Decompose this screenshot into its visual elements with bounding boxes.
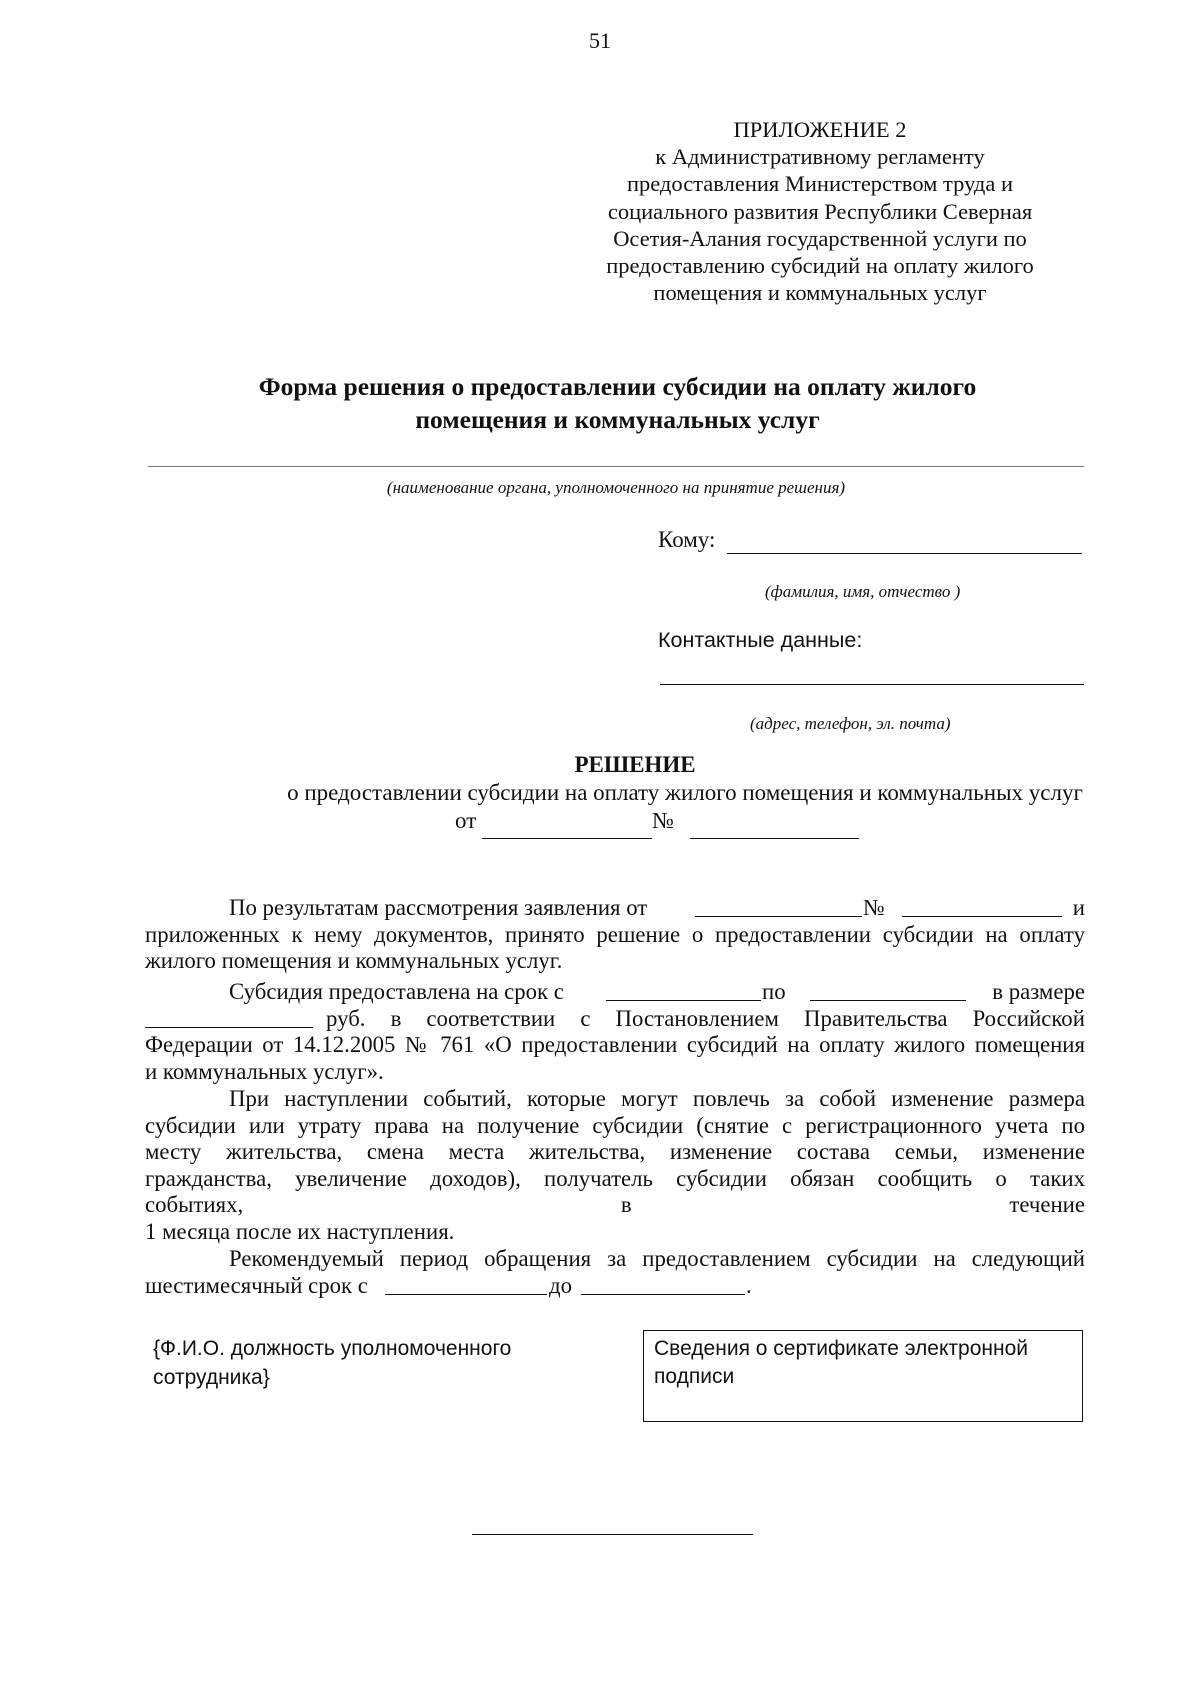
decision-date-label: от — [455, 808, 477, 833]
decision-number-sign: № — [652, 808, 674, 833]
paragraph-line: месту жительства, смена места жительства, изменение состава семьи, изменение — [145, 1139, 1085, 1165]
paragraph-application — [145, 895, 1085, 975]
justified-words — [326, 1006, 1085, 1033]
decision-title: РЕШЕНИЕ — [574, 752, 696, 777]
term-end-field[interactable] — [810, 1000, 966, 1001]
word: событиях, — [145, 1192, 244, 1218]
paragraph-line — [145, 1192, 1085, 1219]
form-title-line: помещения и коммунальных услуг — [415, 405, 820, 434]
form-title — [145, 370, 1090, 436]
paragraph-next-period — [145, 1246, 1085, 1299]
word: Правительства — [804, 1005, 948, 1031]
contacts-label: Контактные данные: — [658, 628, 863, 652]
signer-placeholder: {Ф.И.О. должность уполномоченного сотрудника} — [153, 1337, 512, 1389]
paragraph-subsidy-term — [145, 979, 1085, 1085]
paragraph-line — [145, 1273, 1085, 1300]
application-number-field[interactable] — [902, 916, 1062, 917]
decision-date-field[interactable] — [482, 838, 652, 839]
paragraph-line: Рекомендуемый период обращения за предоставлением субсидии на следующий — [229, 1246, 1085, 1271]
paragraph-obligations — [145, 1086, 1085, 1246]
text-fragment: . — [746, 1272, 752, 1298]
paragraph-line: жилого помещения и коммунальных услуг. — [145, 948, 563, 974]
subsidy-amount-field[interactable] — [145, 1027, 313, 1028]
word: Российской — [972, 1005, 1085, 1031]
text-fragment: и — [1072, 895, 1085, 920]
application-date-field[interactable] — [695, 916, 862, 917]
paragraph-line: приложенных к нему документов, принято решение о предоставлении субсидии на оплату — [145, 921, 1085, 947]
text-fragment: шестимесячный срок с — [145, 1272, 368, 1298]
contacts-caption: (адрес, телефон, эл. почта) — [750, 714, 951, 733]
contacts-field[interactable] — [660, 684, 1084, 685]
decision-subtitle: о предоставлении субсидии на оплату жилого помещения и коммунальных услуг — [287, 780, 1083, 805]
recipient-field[interactable] — [727, 553, 1082, 554]
word: в — [390, 1005, 402, 1031]
text-fragment: Субсидия предоставлена на срок с — [229, 979, 564, 1004]
decision-number-field[interactable] — [690, 838, 859, 839]
text-fragment: до — [549, 1272, 572, 1298]
form-title-line: Форма решения о предоставлении субсидии на оплату жилого — [258, 372, 977, 401]
text-fragment: в размере — [992, 979, 1085, 1004]
text-fragment: по — [762, 979, 786, 1004]
authority-caption: (наименование органа, уполномоченного на принятие решения) — [386, 478, 846, 497]
paragraph-line: 1 месяца после их наступления. — [145, 1218, 455, 1244]
page-number: 51 — [589, 28, 611, 53]
appendix-line: Осетия-Алания государственной услуги по — [613, 225, 1027, 251]
appendix-header — [570, 116, 1070, 306]
word: Постановлением — [615, 1005, 779, 1031]
appendix-line: к Административному регламенту — [655, 144, 985, 170]
term-start-field[interactable] — [606, 1000, 761, 1001]
paragraph-line: и коммунальных услуг». — [145, 1058, 384, 1084]
word: с — [580, 1005, 591, 1031]
authority-name-line[interactable] — [148, 466, 1084, 467]
recipient-label: Кому: — [658, 527, 716, 552]
paragraph-line: субсидии или утрату права на получение субсидии (снятие с регистрационного учета по — [145, 1112, 1085, 1138]
appendix-line: предоставлению субсидий на оплату жилого — [606, 253, 1034, 279]
number-sign: № — [863, 895, 885, 920]
footer-separator — [472, 1534, 753, 1535]
recipient-caption: (фамилия, имя, отчество ) — [765, 582, 961, 601]
word: руб. — [326, 1005, 366, 1031]
appendix-line: помещения и коммунальных услуг — [653, 280, 987, 306]
paragraph-line — [145, 895, 1085, 922]
paragraph-line: гражданства, увеличение доходов), получатель субсидии обязан сообщить о таких — [145, 1165, 1085, 1191]
appendix-title: ПРИЛОЖЕНИЕ 2 — [733, 117, 907, 142]
paragraph-line: При наступлении событий, которые могут повлечь за собой изменение размера — [229, 1086, 1085, 1111]
paragraph-line — [145, 1006, 1085, 1033]
appendix-line: предоставления Министерством труда и — [626, 171, 1014, 197]
appendix-line: социального развития Республики Северная — [607, 198, 1033, 224]
next-period-end-field[interactable] — [581, 1294, 745, 1295]
certificate-box: Сведения о сертификате электронной подписи — [643, 1330, 1083, 1422]
word: соответствии — [426, 1005, 556, 1031]
word: в — [620, 1192, 632, 1218]
next-period-start-field[interactable] — [385, 1294, 547, 1295]
text-fragment: По результатам рассмотрения заявления от — [229, 895, 648, 920]
paragraph-line: Федерации от 14.12.2005 № 761 «О предоставлении субсидий на оплату жилого помещения — [145, 1032, 1085, 1058]
paragraph-line — [145, 979, 1085, 1006]
word: течение — [1009, 1192, 1085, 1218]
